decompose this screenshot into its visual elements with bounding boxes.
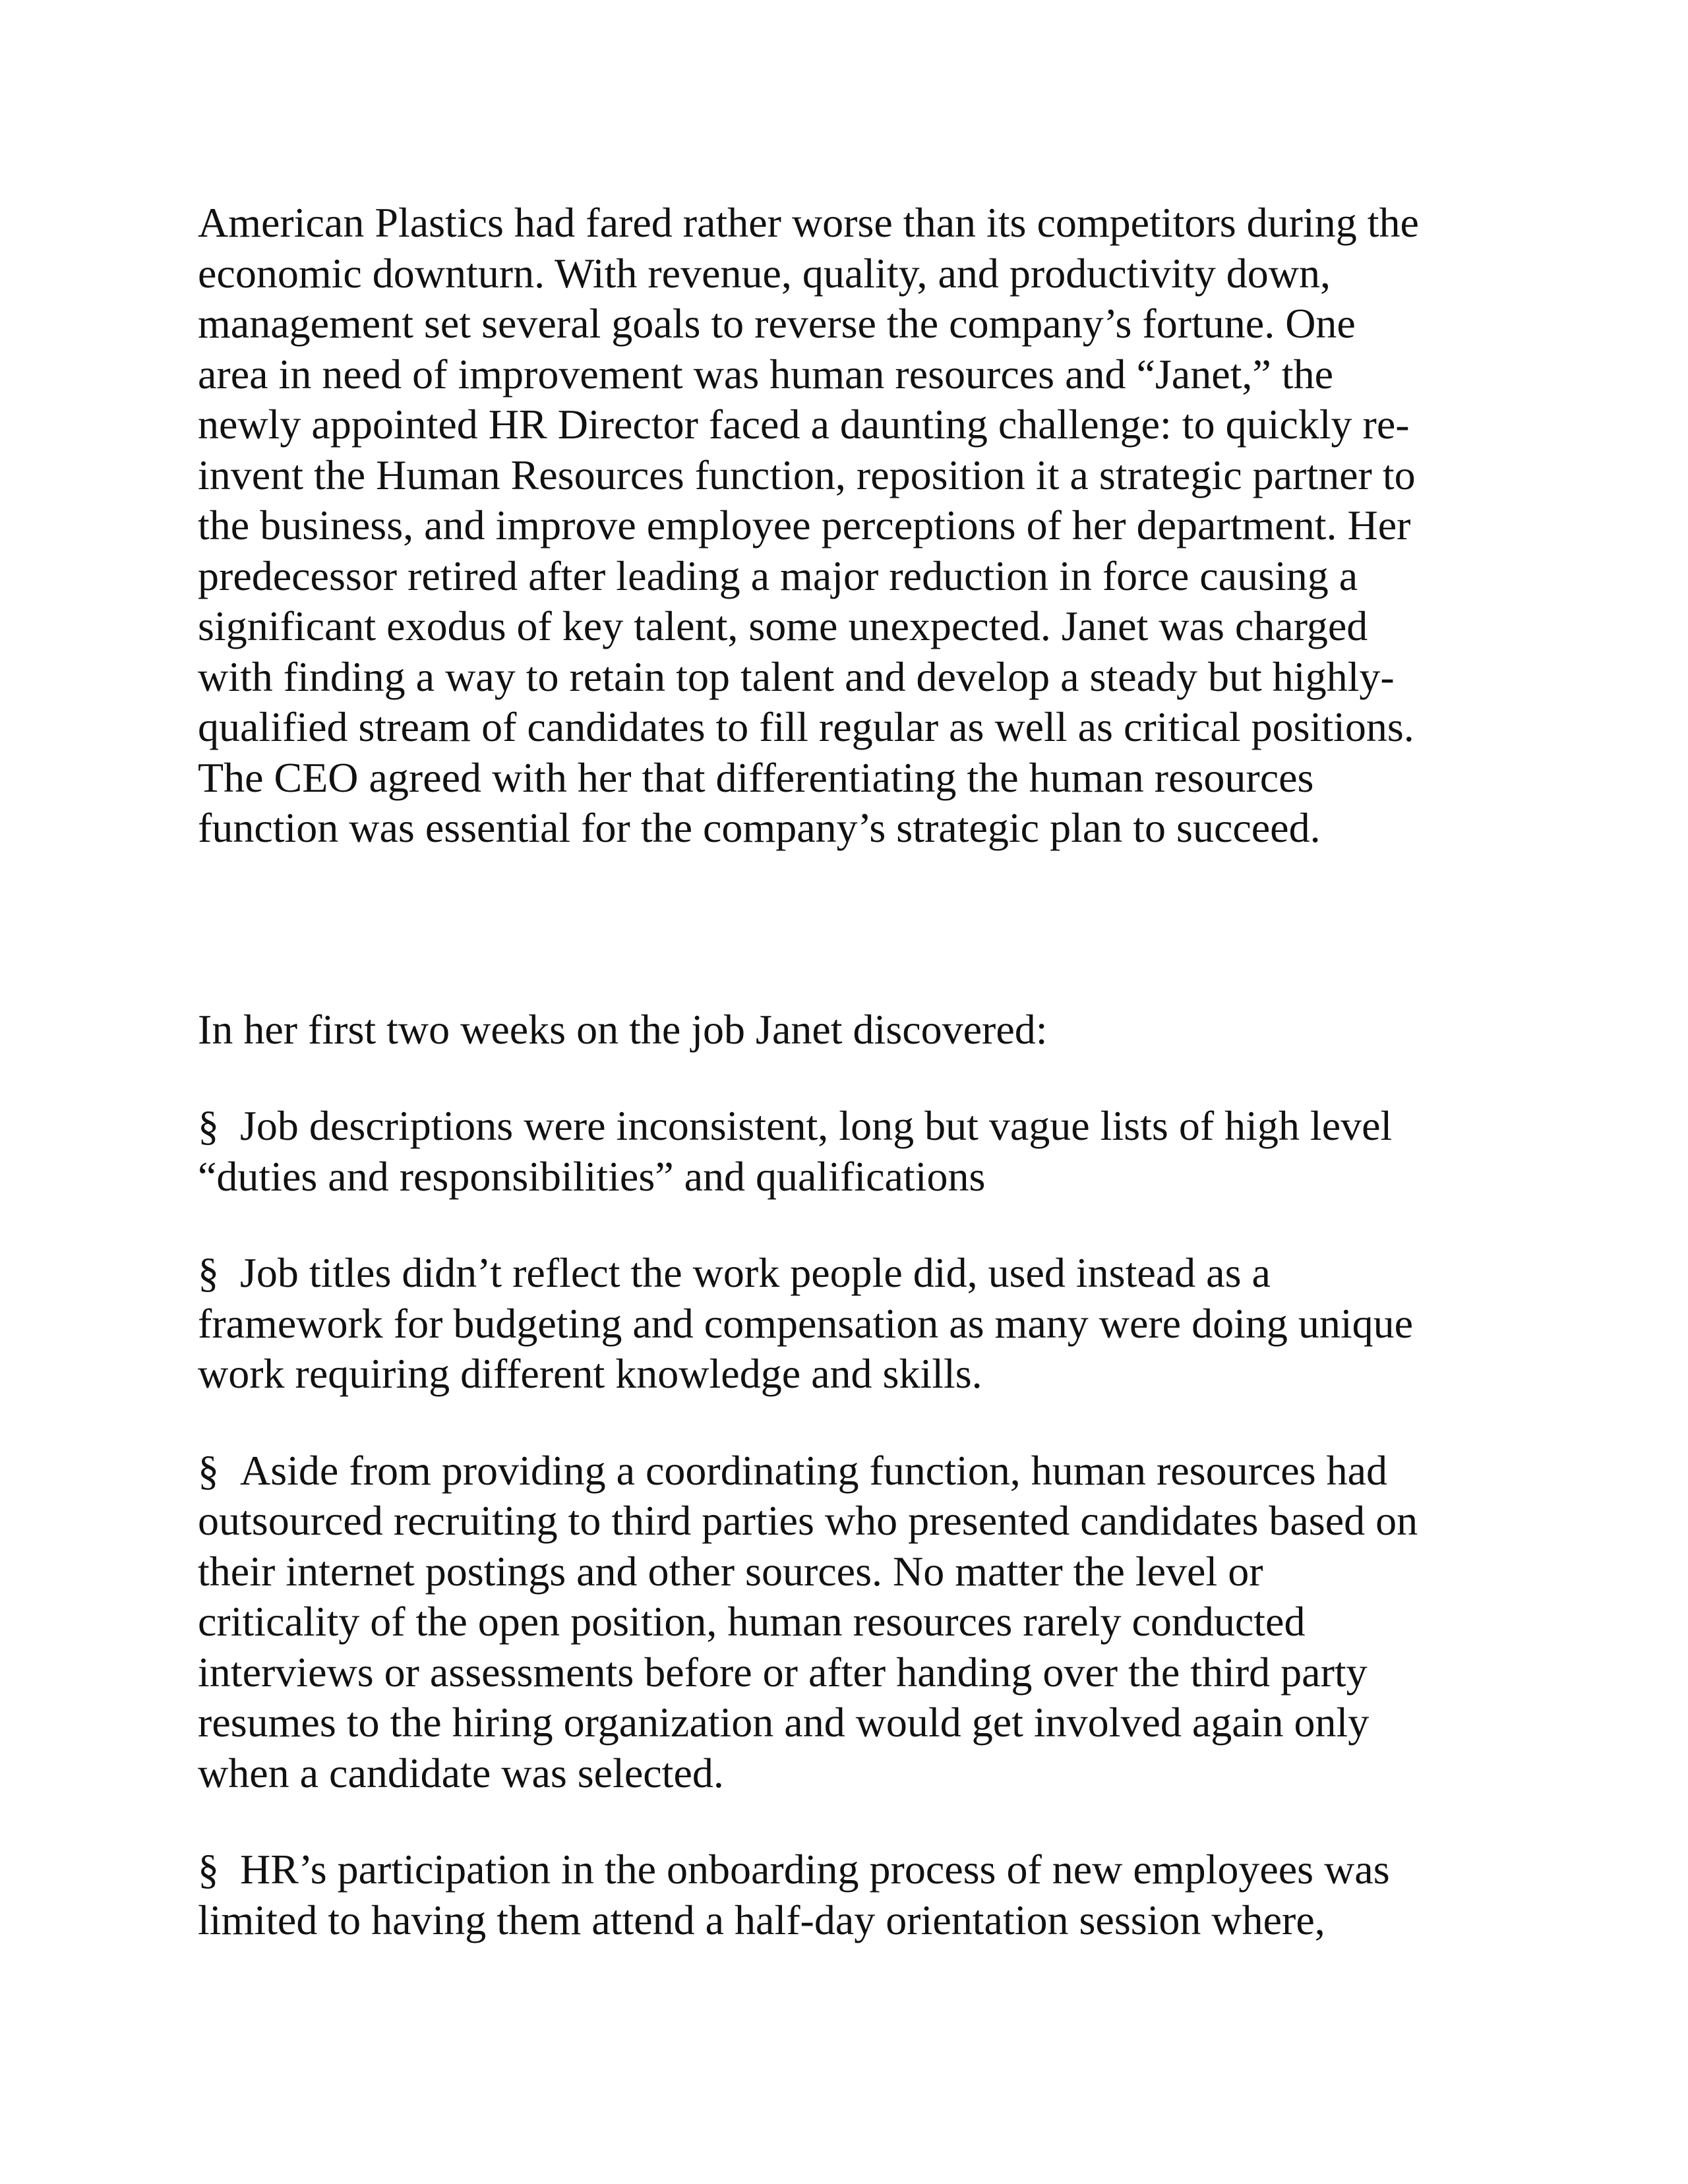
text-line: significant exodus of key talent, some unexpected. Janet was charged xyxy=(198,603,1368,649)
text-line: outsourced recruiting to third parties who presented candidates based on xyxy=(198,1497,1418,1544)
text-fragment: Job titles didn’t reflect the work people did, used instead as a xyxy=(240,1249,1271,1296)
text-line: predecessor retired after leading a major reduction in force causing a xyxy=(198,552,1358,599)
text-fragment: Job descriptions were inconsistent, long but vague lists of high level xyxy=(240,1102,1393,1149)
bullet-item xyxy=(198,1845,1490,1945)
bullet-item xyxy=(198,1446,1490,1799)
text-line: with finding a way to retain top talent and develop a steady but highly- xyxy=(198,653,1395,700)
text-fragment: Aside from providing a coordinating function, human resources had xyxy=(240,1446,1387,1494)
document-page xyxy=(198,198,1490,1945)
lead-in-paragraph xyxy=(198,1005,1490,1055)
text-line: American Plastics had fared rather worse than its competitors during the xyxy=(198,199,1419,246)
text-line: area in need of improvement was human resources and “Janet,” the xyxy=(198,350,1333,398)
intro-paragraph xyxy=(198,198,1490,854)
bullet-item xyxy=(198,1248,1490,1400)
text-line: the business, and improve employee perceptions of her department. Her xyxy=(198,502,1411,548)
text-line: newly appointed HR Director faced a daunting challenge: to quickly re- xyxy=(198,401,1410,448)
text-line: economic downturn. With revenue, quality, and productivity down, xyxy=(198,249,1331,297)
text-line: resumes to the hiring organization and would get involved again only xyxy=(198,1699,1370,1746)
text-line: criticality of the open position, human resources rarely conducted xyxy=(198,1598,1306,1645)
text-line xyxy=(198,1446,1490,1496)
text-line: their internet postings and other sources. No matter the level or xyxy=(198,1547,1263,1595)
bullet-item xyxy=(198,1101,1490,1202)
text-line: management set several goals to reverse the company’s fortune. One xyxy=(198,300,1356,347)
section-sign-icon: § xyxy=(198,1846,219,1893)
text-line: when a candidate was selected. xyxy=(198,1749,724,1796)
text-line xyxy=(198,1845,1490,1895)
text-fragment: HR’s participation in the onboarding process of new employees was xyxy=(240,1846,1390,1893)
text-line: framework for budgeting and compensation as many were doing unique xyxy=(198,1299,1414,1347)
text-line: The CEO agreed with her that differentiating the human resources xyxy=(198,753,1314,801)
text-line: invent the Human Resources function, reposition it a strategic partner to xyxy=(198,451,1416,498)
text-line: work requiring different knowledge and skills. xyxy=(198,1350,982,1397)
text-line: function was essential for the company’s strategic plan to succeed. xyxy=(198,804,1321,851)
section-sign-icon: § xyxy=(198,1249,219,1296)
text-line xyxy=(198,1101,1490,1152)
section-sign-icon: § xyxy=(198,1102,219,1149)
text-line: interviews or assessments before or after handing over the third party xyxy=(198,1648,1368,1696)
text-line xyxy=(198,1248,1490,1299)
text-line: limited to having them attend a half-day orientation session where, xyxy=(198,1896,1325,1943)
text-line: In her first two weeks on the job Janet discovered: xyxy=(198,1005,1048,1053)
text-line: qualified stream of candidates to fill regular as well as critical positions. xyxy=(198,703,1414,750)
section-sign-icon: § xyxy=(198,1446,219,1494)
text-line: “duties and responsibilities” and qualifications xyxy=(198,1152,986,1200)
